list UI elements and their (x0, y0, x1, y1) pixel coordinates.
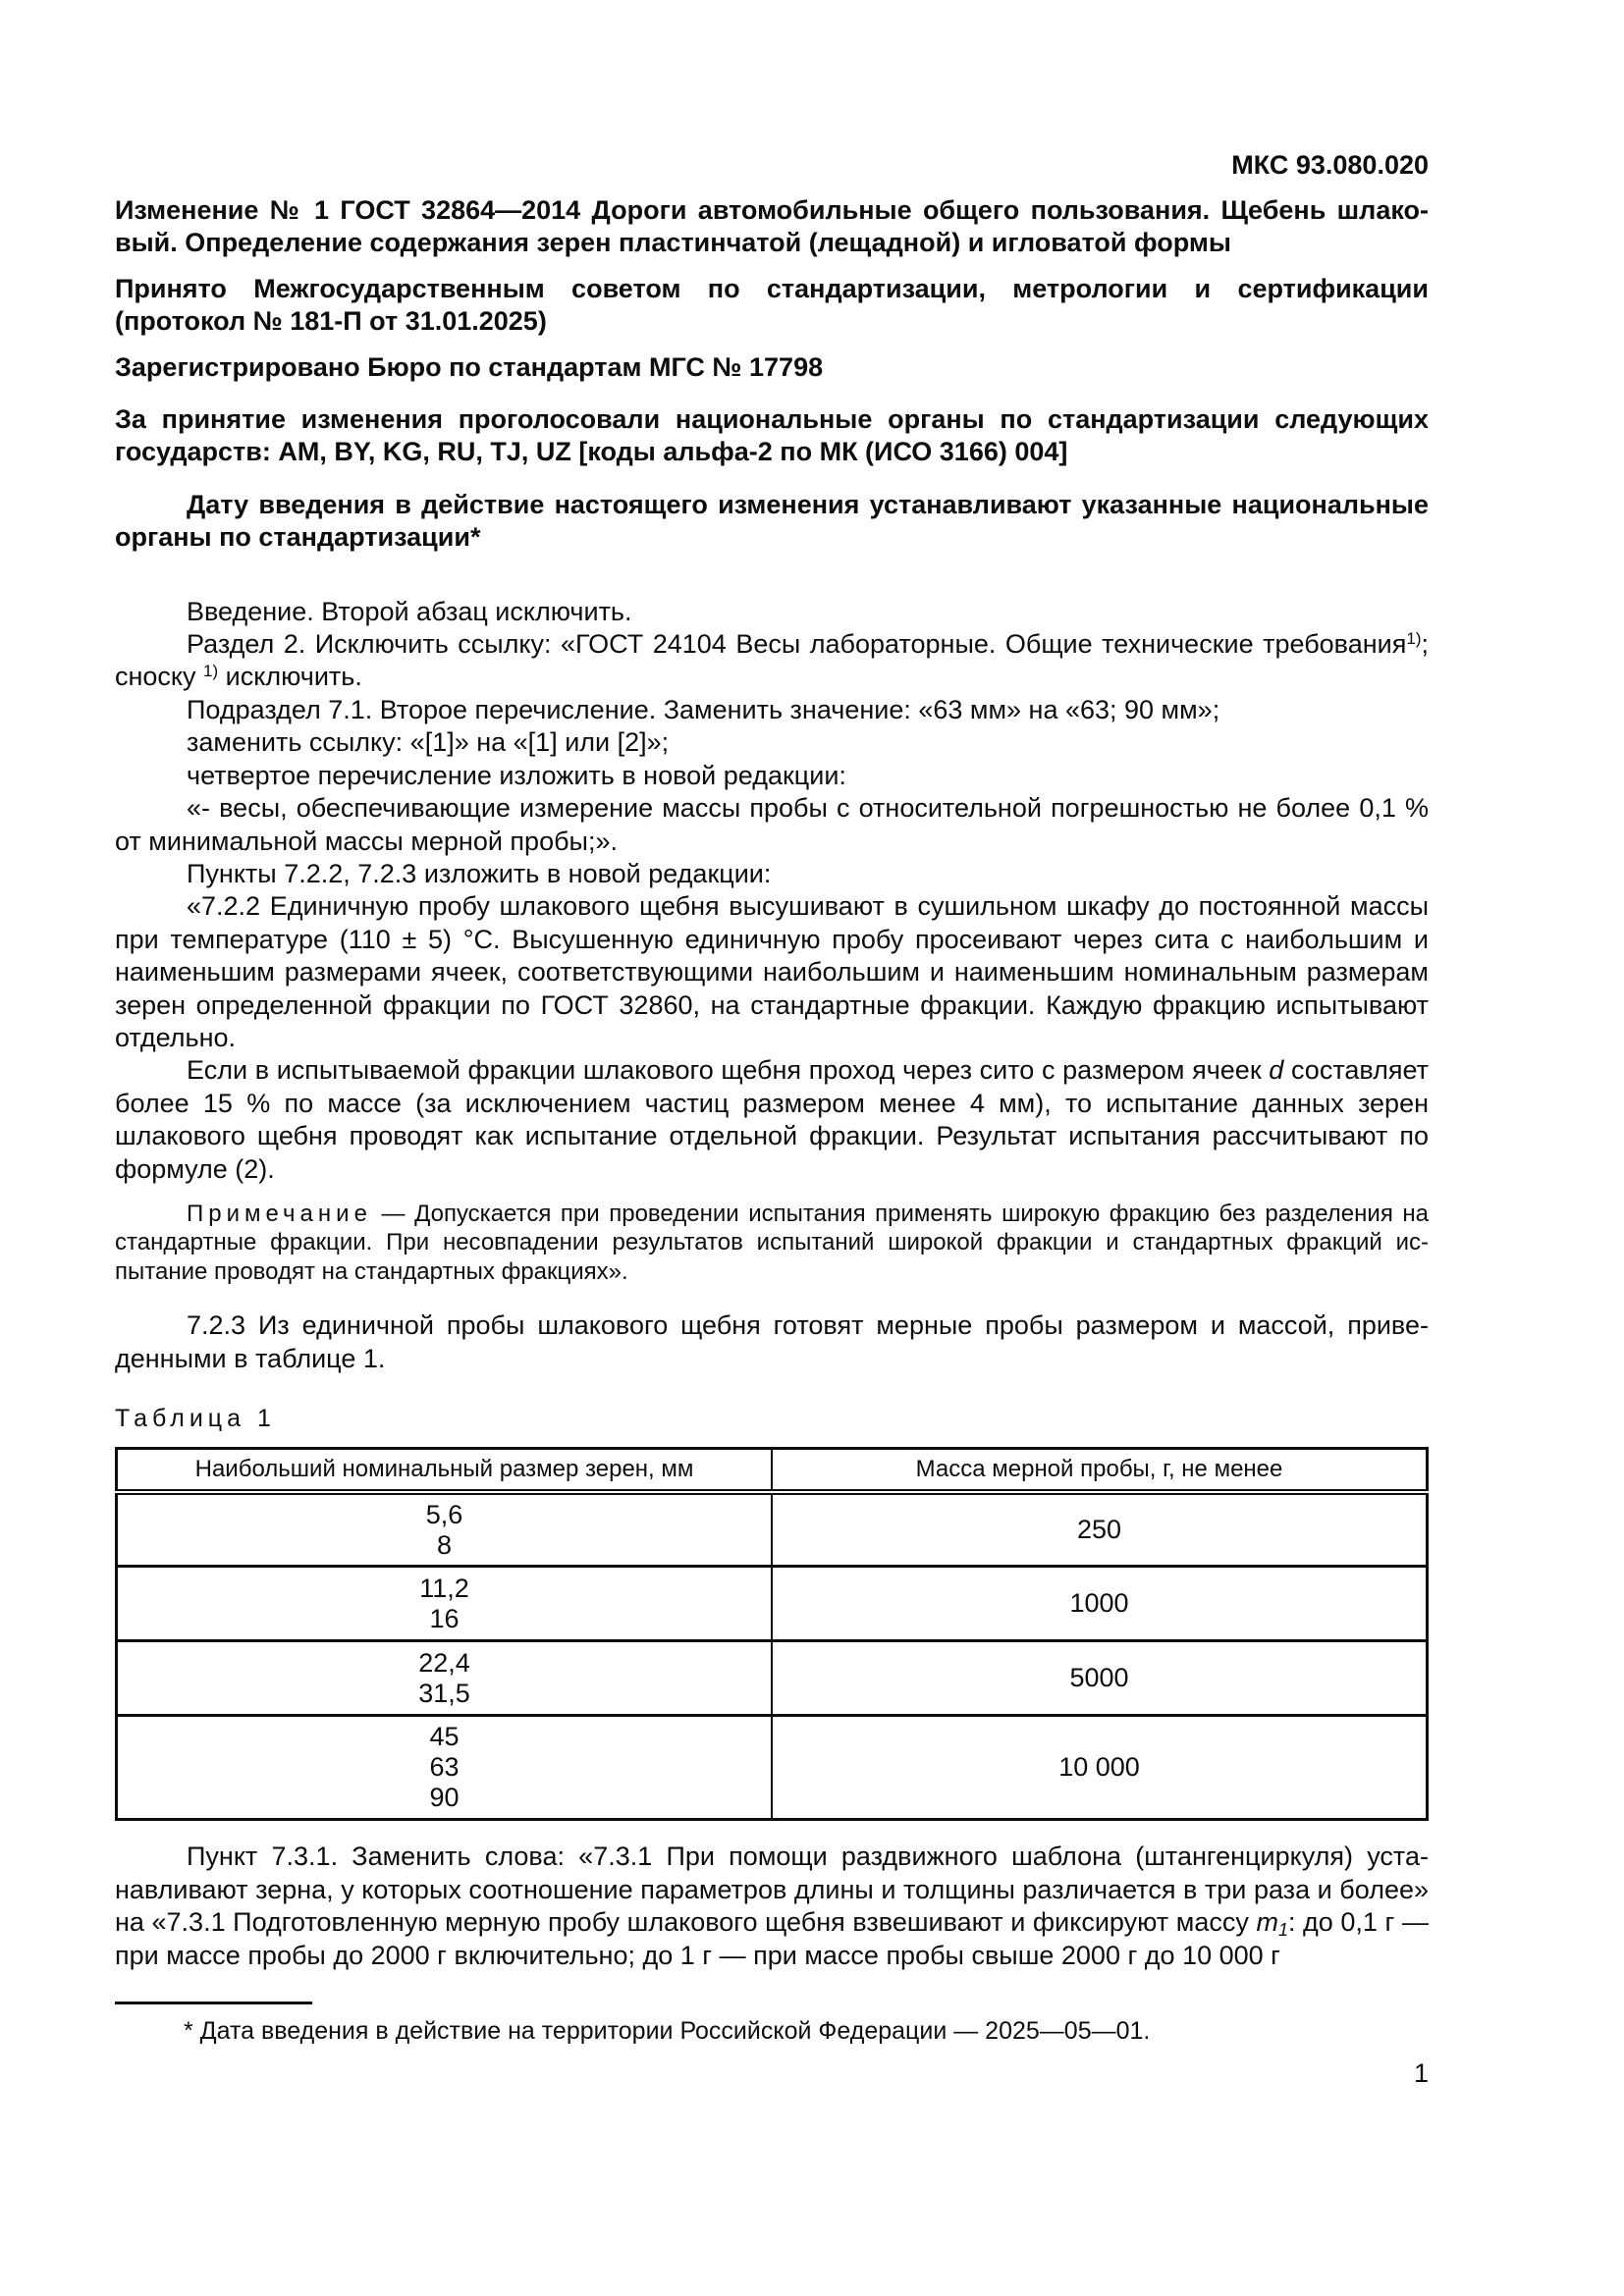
amendment-section2-change (115, 628, 1429, 694)
clause-722-fraction-text (115, 1054, 1429, 1186)
note-text: — Допускается при проведении испытания применять широкую фракцию без разделения на стандартные фракции. При несовпадении результатов испытаний широкой фракции и стандартных фракций испытание проводят на стандартных фракциях». (115, 1200, 1429, 1285)
fraction-text-1: Если в испытываемой фракции шлакового щебня проход через сито с размером ячеек (187, 1055, 1270, 1086)
size-value: 22,4 (418, 1647, 470, 1678)
table-row (117, 1492, 1428, 1567)
clause-723-text: 7.2.3 Из единичной пробы шлакового щебня готовят мерные пробы размером и массой, приведенными в таблице 1. (115, 1310, 1429, 1373)
variable-m-subscript: 1 (1277, 1920, 1288, 1941)
size-value: 63 (429, 1752, 460, 1783)
section2-text-1: Раздел 2. Исключить ссылку: «ГОСТ 24104 Весы лабораторные. Общие технические требования (187, 629, 1407, 660)
clause-731-paragraph (115, 1841, 1429, 1972)
amendment-subsection71-change: Подраздел 7.1. Второе перечисление. Заменить значение: «63 мм» на «63; 90 мм»; (187, 694, 1220, 724)
voting-paragraph: За принятие изменения проголосовали национальные органы по стандартизации следующих государств: AM, BY, KG, RU, TJ, UZ [коды альфа-2 по МК (ИСО 3166) 004] (115, 404, 1429, 467)
effective-date-paragraph: Дату введения в действие настоящего изменения устанавливают указанные национальные органы по стандартизации* (115, 489, 1429, 553)
amendment-reference-change: заменить ссылку: «[1]» на «[1] или [2]»; (187, 727, 670, 758)
clause-731-text-2: : до 0,1 г — при массе пробы до 2000 г включительно; до 1 г — при массе пробы свыше 2000 г до 10 000 г (115, 1907, 1429, 1970)
size-cell (117, 1641, 773, 1716)
registered-paragraph: Зарегистрировано Бюро по стандартам МГС № 17798 (115, 351, 824, 382)
table-row (117, 1716, 1428, 1820)
clause-731-text-1: Пункт 7.3.1. Заменить слова: «7.3.1 При помощи раздвижного шаблона (штангенциркуля) устанавливают зерна, у которых соотношение параметров длины и толщины различается в три раза и более» на «7.3.1 Подготовленную мерную пробу шлакового щебня взвешивают и фиксируют массу (115, 1842, 1429, 1938)
variable-m1 (1256, 1907, 1288, 1941)
fraction-text-2: составляет более 15 % по массе (за исключением частиц размером менее 4 мм), то испытание данных зерен шлакового щебня проводят как испытание отдельной фракции. Результат испытания рассчитывают по формуле (2). (115, 1055, 1429, 1184)
size-value: 45 (429, 1722, 460, 1752)
footnote-ref-superscript: 1) (203, 662, 219, 681)
size-value: 11,2 (419, 1573, 469, 1603)
size-value: 16 (429, 1603, 460, 1633)
amendment-title: Изменение № 1 ГОСТ 32864—2014 Дороги автомобильные общего пользования. Щебень шлаковый. Определение содержания зерен пластинчатой (лещадной) и игловатой формы (115, 195, 1429, 258)
table-header-row (117, 1449, 1428, 1492)
size-value: 8 (436, 1529, 453, 1560)
column-header-mass: Масса мерной пробы, г, не менее (772, 1449, 1428, 1492)
mass-value: 1000 (772, 1567, 1428, 1641)
table-caption: Таблица 1 (115, 1405, 276, 1433)
section2-text-2: ; сноску (115, 629, 1429, 692)
variable-d: d (1269, 1055, 1284, 1086)
size-value: 5,6 (425, 1499, 463, 1529)
section2-text-3: исключить. (218, 662, 362, 692)
table-header (117, 1449, 1428, 1492)
amendment-scales-text: «- весы, обеспечивающие измерение массы пробы с относительной погрешностью не более 0,1 % от минимальной массы мерной пробы;». (115, 793, 1429, 856)
size-value: 31,5 (418, 1678, 470, 1708)
table-body (117, 1492, 1428, 1820)
column-header-size: Наибольший номинальный размер зерен, мм (117, 1449, 773, 1492)
mks-code: МКС 93.080.020 (1231, 150, 1429, 180)
note-label: Примечание (187, 1200, 372, 1227)
note-paragraph (115, 1200, 1429, 1287)
accepted-paragraph: Принято Межгосударственным советом по стандартизации, метрологии и сертификации (протокол № 181-П от 31.01.2025) (115, 273, 1429, 337)
size-value: 90 (429, 1783, 460, 1813)
footnote-divider (115, 2002, 312, 2004)
footnote-text: * Дата введения в действие на территории Российской Федерации — 2025—05—01. (184, 2016, 1151, 2045)
mass-value: 10 000 (772, 1716, 1428, 1820)
sizes-mass-table (115, 1447, 1429, 1821)
table-row (117, 1641, 1428, 1716)
amendment-intro-change: Введение. Второй абзац исключить. (187, 596, 632, 626)
amendment-fourth-item-change: четвертое перечисление изложить в новой редакции: (187, 760, 846, 790)
size-cell (117, 1492, 773, 1567)
size-cell (117, 1716, 773, 1820)
clause-722-text: «7.2.2 Единичную пробу шлакового щебня высушивают в сушильном шкафу до постоянной массы при температуре (110 ± 5) °С. Высушенную единичную пробу просеивают через сита с наибольшим и наименьшим размерами ячеек, соответствующими наибольшим и наименьшим номинальным размерам зерен определенной фракции по ГОСТ 32860, на стандартные фракции. Каждую фракцию испытывают отдельно. (115, 891, 1429, 1052)
page-number: 1 (1413, 2057, 1429, 2088)
amendment-clauses-722-723: Пункты 7.2.2, 7.2.3 изложить в новой редакции: (187, 858, 772, 888)
footnote-ref-superscript: 1) (1406, 629, 1422, 649)
mass-value: 5000 (772, 1641, 1428, 1716)
mass-value: 250 (772, 1492, 1428, 1567)
size-cell (117, 1567, 773, 1641)
table-row (117, 1567, 1428, 1641)
variable-m: m (1256, 1907, 1278, 1938)
